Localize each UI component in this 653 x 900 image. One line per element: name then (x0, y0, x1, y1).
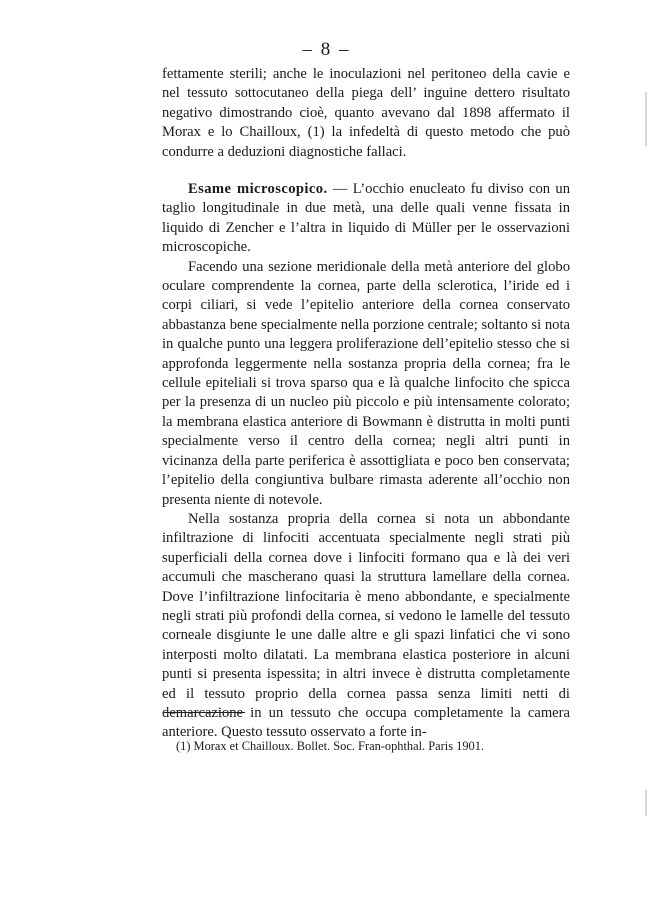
section-body (162, 180, 570, 743)
section-intro-text: — L’occhio enucleato fu diviso con un taglio longitudinale in due metà, una delle quali venne fissata in liquido di Zencher e l’altra in liquido di Müller per le osservazioni microscopiche. (162, 181, 570, 256)
footnote-rule (163, 712, 245, 713)
body-paragraph-2: Facendo una sezione meridionale della metà anteriore del globo oculare comprendente la cornea, parte della sclerotica, l’iride ed i corpi ciliari, si vede l’epitelio anteriore della cornea conservato abbastanza bene specialmente nella porzione centrale; soltanto si nota in qualche punto una leggera proliferazione dell’epitelio stesso che si approfonda leggermente nella sostanza propria della cornea; fra le cellule epiteliali si trova sparso qua e là qualche linfocito che spicca per la presenza di un nucleo più piccolo e più intensamente colorato; la membrana elastica anteriore di Bowmann è distrutta in molti punti specialmente verso il centro della cornea; negli altri punti in vicinanza della parte periferica è assottigliata e poco ben conservata; l’epitelio della congiuntiva bulbare rimasta aderente all’occhio non presenta niente di notevole. (162, 258, 570, 508)
page-number: – 8 – (302, 39, 351, 60)
section-intro-paragraph (162, 180, 570, 258)
section-heading: Esame microscopico. (188, 181, 328, 197)
scan-edge-mark (645, 790, 647, 816)
body-paragraph-3: Nella sostanza propria della cornea si nota un abbondante infiltrazione di linfociti accentuata specialmente negli strati più superficiali della cornea dove i linfociti formano qua e là dei veri accumuli che mascherano quasi la struttura lamellare della cornea. Dove l’infiltrazione linfocitaria è meno abbondante, e specialmente negli strati più profondi della cornea, si vedono le lamelle del tessuto corneale disgiunte le une dalle altre e gli spazi linfatici che vi sono interposti molto dilatati. La membrana elastica posteriore in alcuni punti si presenta ispessita; in altri invece è distrutta completamente ed il tessuto proprio della cornea passa senza limiti netti di demarcazione in un tessuto che occupa completamente la camera anteriore. Questo tessuto osservato a forte in- (162, 510, 570, 741)
footnote: (1) Morax et Chailloux. Bollet. Soc. Fran-ophthal. Paris 1901. (176, 739, 485, 753)
continued-paragraph-block (162, 65, 570, 162)
scan-edge-mark (645, 92, 647, 146)
continued-paragraph: fettamente sterili; anche le inoculazioni nel peritoneo della cavie e nel tessuto sottocutaneo della piega dell’ inguine dettero risultato negativo dimostrando cioè, quanto avevano dal 1898 affermato il Morax e lo Chailloux, (1) la infedeltà di questo metodo che può condurre a deduzioni diagnostiche fallaci. (162, 66, 570, 160)
